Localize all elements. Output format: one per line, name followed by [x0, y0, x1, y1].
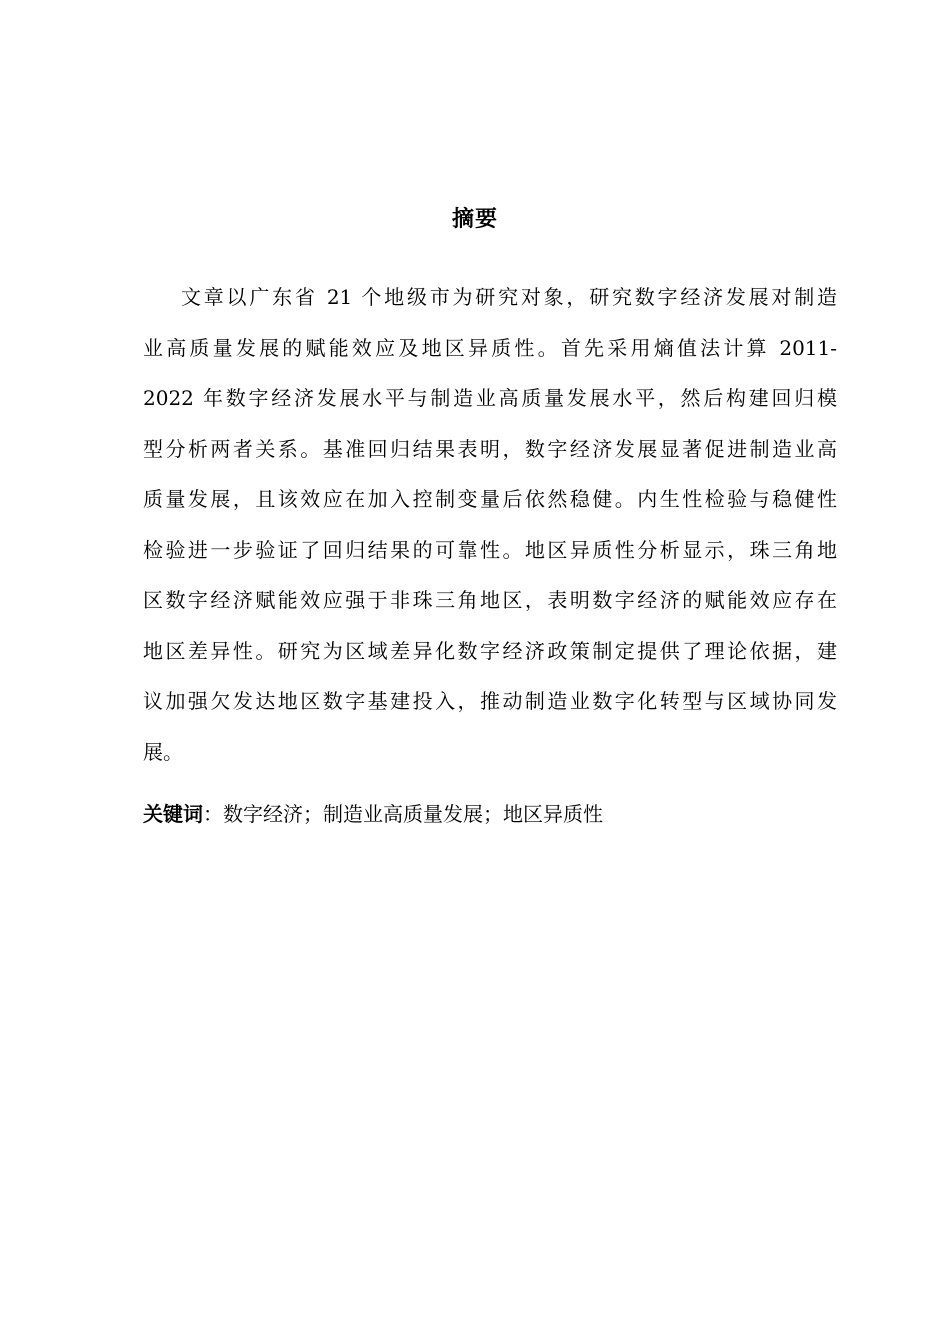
abstract-line: 检验进一步验证了回归结果的可靠性。地区异质性分析显示，珠三角地 [143, 537, 837, 562]
abstract-line: 展。 [143, 739, 183, 764]
abstract-title: 摘要 [451, 207, 498, 232]
keywords-line [143, 798, 603, 830]
abstract-line: 2022 年数字经济发展水平与制造业高质量发展水平，然后构建回归模 [143, 386, 837, 410]
abstract-body [143, 272, 837, 777]
abstract-line: 文章以广东省 21 个地级市为研究对象，研究数字经济发展对制造 [181, 285, 837, 309]
abstract-line: 区数字经济赋能效应强于非珠三角地区，表明数字经济的赋能效应存在 [143, 588, 837, 612]
keywords-text: 数字经济；制造业高质量发展；地区异质性 [223, 802, 603, 826]
abstract-line: 议加强欠发达地区数字基建投入，推动制造业数字化转型与区域协同发 [143, 689, 837, 713]
keywords-separator: ： [203, 802, 223, 826]
keywords-label: 关键词 [143, 802, 203, 826]
abstract-line: 业高质量发展的赋能效应及地区异质性。首先采用熵值法计算 2011- [143, 335, 837, 360]
abstract-line: 质量发展，且该效应在加入控制变量后依然稳健。内生性检验与稳健性 [143, 487, 837, 511]
abstract-line: 型分析两者关系。基准回归结果表明，数字经济发展显著促进制造业高 [143, 436, 837, 461]
abstract-line: 地区差异性。研究为区域差异化数字经济政策制定提供了理论依据，建 [143, 638, 837, 663]
